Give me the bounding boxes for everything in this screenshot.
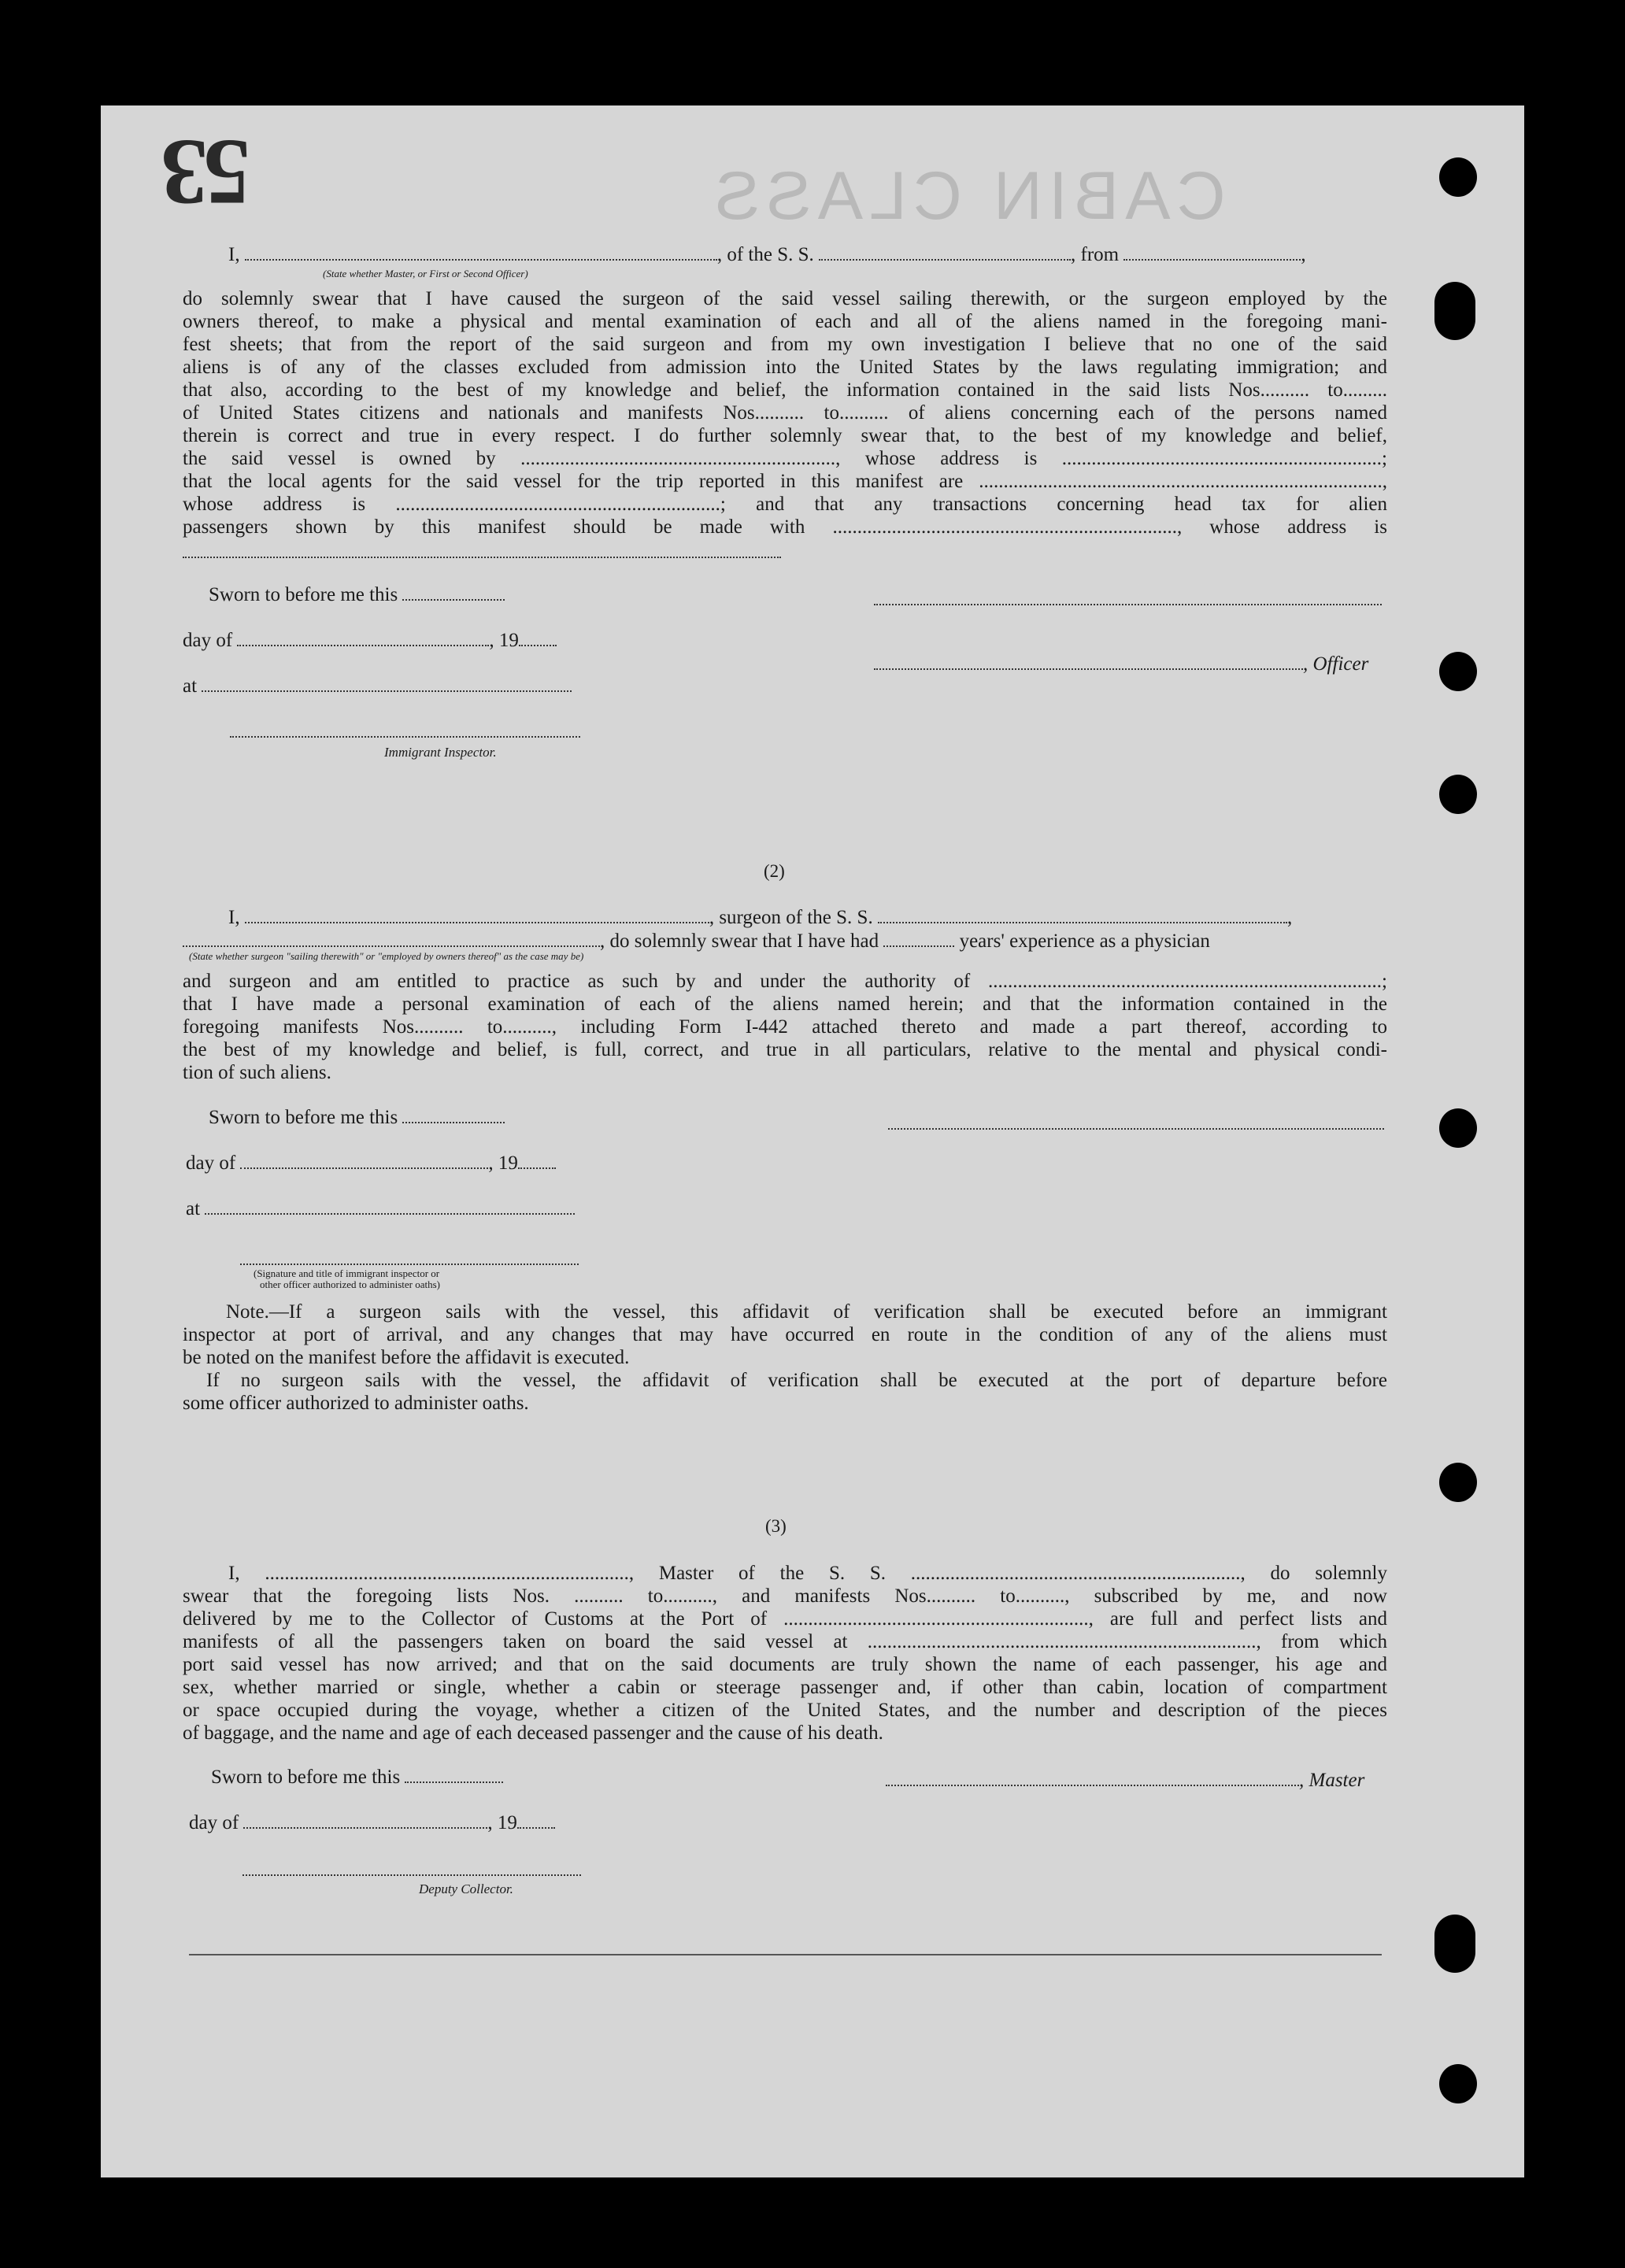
- s1-first-line: I, , of the S. S. , from ,: [228, 244, 1306, 265]
- s1-inspector-caption: Immigrant Inspector.: [384, 745, 497, 760]
- s2-oath-paragraph: and surgeon and am entitled to practice as such by and under the authority of ................................................................................; that I have made a personal examination of each of the aliens named herein; and that the information contained in the foregoing manifests Nos.......... to.........., including Form I-442 attached thereto and made a part thereof, according to the best of my knowledge and belief, is full, correct, and true in all particulars, relative to the mental and physical condi- tion of such aliens.: [183, 971, 1387, 1083]
- s2-signature-caption-2: other officer authorized to administer oaths): [260, 1278, 440, 1290]
- s3-master-signature-field[interactable]: [886, 1784, 1299, 1786]
- s3-day-line: day of , 19: [189, 1812, 555, 1834]
- s2-at-line: at: [186, 1198, 575, 1220]
- s2-second-line: , do solemnly swear that I have had years' experience as a physician: [183, 931, 1210, 953]
- s1-role-hint: (State whether Master, or First or Second Officer): [323, 268, 528, 279]
- s2-day-line: day of , 19: [186, 1152, 556, 1175]
- s3-year-field[interactable]: [517, 1826, 555, 1829]
- binder-hole: [1434, 282, 1475, 340]
- s1-officer-line: , Officer: [874, 653, 1368, 675]
- s3-section-number: (3): [765, 1516, 787, 1536]
- surgeon-role-field[interactable]: [183, 945, 600, 947]
- s2-role-hint: (State whether surgeon "sailing therewith" or "employed by owners thereof" as the case may be): [189, 950, 584, 962]
- s3-day-field[interactable]: [243, 1826, 487, 1829]
- page-number-stamp: 53: [165, 120, 250, 225]
- s2-first-line: I, , surgeon of the S. S. ,: [228, 907, 1293, 928]
- s1-day-field[interactable]: [237, 644, 489, 646]
- s1-day-line: day of , 19: [183, 630, 557, 652]
- s3-collector-signature-line[interactable]: [242, 1874, 581, 1876]
- s1-place-field[interactable]: [202, 690, 572, 692]
- s1-sworn-line: Sworn to before me this: [209, 584, 505, 606]
- s2-place-field[interactable]: [205, 1212, 575, 1215]
- from-port-field[interactable]: [1123, 258, 1301, 261]
- s2-sworn-line: Sworn to before me this: [209, 1107, 505, 1129]
- s1-oath-paragraph: do solemnly swear that I have caused the surgeon of the said vessel sailing therewith, or the surgeon employed by the owners thereof, to make a physical and mental examination of each and all of the aliens named in the foregoing mani- fest sheets; that from the report of the said surgeon and from my own investigation I believe that no one of the said aliens is of any of the classes excluded from admission into the United States by the laws regulating immigration; and that also, according to the best of my knowledge and belief, the information contained in the said lists Nos.......... to......... of United States citizens and nationals and manifests Nos.......... to.......... of aliens concerning each of the persons named therein is correct and true in every respect. I do further solemnly swear that, to the best of my knowledge and belief, the said vessel is owned by ................................................................, whose address is .................................................................; that the local agents for the said vessel for the trip reported in this manifest are .................................................................................., whose address is ..................................................................; and that any transactions concerning head tax for alien passengers shown by this manifest should be made with ......................................................................, whose address is: [183, 288, 1387, 538]
- officer-name-field[interactable]: [245, 258, 717, 261]
- s1-sworn-date-field[interactable]: [402, 598, 505, 601]
- bottom-rule: [189, 1954, 1382, 1955]
- s1-officer-signature-field[interactable]: [874, 668, 1303, 670]
- s2-year-field[interactable]: [518, 1167, 556, 1169]
- s1-inspector-signature-line[interactable]: [230, 735, 580, 738]
- vessel-name-field[interactable]: [819, 258, 1071, 261]
- s2-section-number: (2): [764, 861, 785, 881]
- binder-hole: [1434, 1915, 1475, 1973]
- s2-day-field[interactable]: [240, 1167, 488, 1169]
- binder-hole: [1439, 775, 1477, 814]
- bleed-through-heading: CABIN CLASS: [709, 158, 1226, 234]
- binder-hole: [1439, 157, 1477, 197]
- s2-note-paragraph: Note.—If a surgeon sails with the vessel, this affidavit of verification shall be executed before an immigrant inspector at port of arrival, and any changes that may have occurred en route in the condition of any of the aliens must be noted on the manifest before the affidavit is executed. If no surgeon sails with the vessel, the affidavit of verification shall be executed at the port of departure before some officer authorized to administer oaths.: [183, 1301, 1387, 1414]
- s3-sworn-date-field[interactable]: [405, 1781, 503, 1783]
- s2-surgeon-signature-line[interactable]: [888, 1127, 1384, 1130]
- binder-hole: [1439, 652, 1477, 691]
- binder-hole: [1439, 1108, 1477, 1148]
- s1-year-field[interactable]: [519, 644, 557, 646]
- binder-hole: [1439, 1463, 1477, 1502]
- s2-signature-caption-1: (Signature and title of immigrant inspector or: [254, 1267, 440, 1279]
- s1-at-line: at: [183, 675, 572, 697]
- s3-master-line: , Master: [886, 1770, 1364, 1792]
- years-experience-field[interactable]: [883, 945, 954, 947]
- s3-oath-paragraph: I, .........................................................................., Master of the S. S. ..................................................................., do solemnly swear that the foregoing lists Nos. .......... to.........., and manifests Nos.......... to.........., subscribed by me, and now delivered by me to the Collector of Customs at the Port of .............................................................., are full and perfect lists and manifests of all the passengers taken on board the said vessel at ..............................................................................., from which port said vessel has now arrived; and that on the said documents are truly shown the name of each passenger, his age and sex, whether married or single, whether a cabin or steerage passenger and, if other than cabin, location of compartment or space occupied during the voyage, whether a citizen of the United States, and the number and description of the pieces of baggage, and the name and age of each deceased passenger and the cause of his death.: [183, 1563, 1387, 1744]
- binder-hole: [1439, 2064, 1477, 2103]
- s1-officer-signature-line-1[interactable]: [874, 603, 1382, 605]
- s2-inspector-signature-line[interactable]: [240, 1263, 579, 1265]
- s2-vessel-name-field[interactable]: [878, 921, 1287, 923]
- s3-collector-caption: Deputy Collector.: [419, 1881, 513, 1896]
- s3-sworn-line: Sworn to before me this: [211, 1767, 503, 1789]
- s1-address-continuation-line[interactable]: [183, 556, 781, 558]
- surgeon-name-field[interactable]: [245, 921, 709, 923]
- s2-sworn-date-field[interactable]: [402, 1121, 505, 1123]
